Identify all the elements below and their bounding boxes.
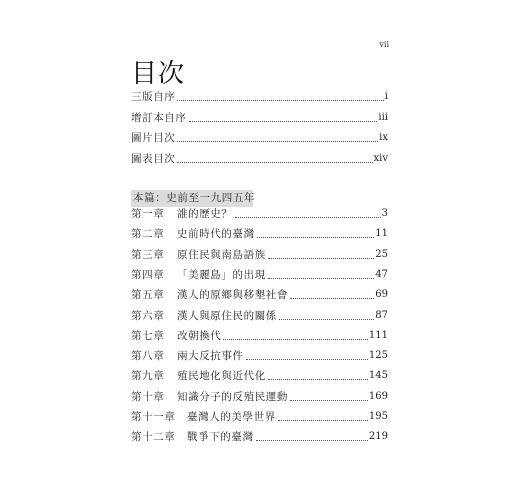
chapter-title: 戰爭下的臺灣 bbox=[187, 431, 254, 444]
chapter-page: 195 bbox=[368, 411, 388, 422]
toc-entry bbox=[131, 109, 388, 125]
dot-leader bbox=[189, 107, 378, 122]
chapter-label bbox=[131, 288, 288, 302]
chapter-page: 11 bbox=[375, 228, 388, 240]
toc-entry-label: 三版自序 bbox=[131, 91, 176, 103]
chapter-label bbox=[131, 329, 221, 343]
page-title: 目次 bbox=[131, 59, 186, 89]
chapter-number: 第八章 bbox=[131, 350, 165, 363]
chapter-title: 漢人的原鄉與移墾社會 bbox=[177, 289, 288, 302]
chapter-page: 3 bbox=[381, 208, 388, 219]
chapter-page: 169 bbox=[368, 390, 388, 402]
chapter-entry bbox=[131, 246, 388, 262]
chapter-number: 第二章 bbox=[131, 228, 165, 241]
chapter-page: 69 bbox=[375, 289, 388, 301]
dot-leader bbox=[223, 325, 368, 340]
chapter-title: 原住民與南島語族 bbox=[177, 248, 266, 261]
chapter-number: 第三章 bbox=[131, 248, 165, 261]
chapter-number: 第一章 bbox=[131, 208, 165, 220]
chapter-page: 25 bbox=[375, 248, 388, 260]
chapter-entry bbox=[131, 266, 388, 282]
chapter-label bbox=[131, 349, 244, 363]
chapter-title: 殖民地化與近代化 bbox=[177, 370, 266, 383]
dot-leader bbox=[246, 345, 368, 360]
toc-entry-page: ix bbox=[379, 132, 388, 143]
chapter-entry bbox=[131, 225, 388, 241]
chapter-label bbox=[131, 410, 276, 424]
chapter-label bbox=[131, 268, 266, 282]
dot-leader bbox=[279, 305, 374, 320]
chapter-entry bbox=[131, 307, 388, 323]
toc-entry bbox=[131, 129, 388, 145]
chapter-label bbox=[131, 207, 233, 221]
chapter-title: 漢人與原住民的關係 bbox=[177, 309, 277, 322]
chapter-title: 臺灣人的美學世界 bbox=[187, 411, 276, 423]
chapter-title: 兩大反抗事件 bbox=[177, 350, 244, 363]
dot-leader bbox=[257, 223, 375, 238]
chapter-entry bbox=[131, 286, 388, 302]
dot-leader bbox=[177, 86, 383, 101]
toc-entry bbox=[131, 150, 388, 166]
toc-entry-page: i bbox=[384, 91, 388, 102]
chapter-title: 誰的歷史？ bbox=[177, 208, 233, 220]
chapter-entry bbox=[131, 408, 388, 424]
chapter-label bbox=[131, 369, 266, 383]
chapter-entry bbox=[131, 388, 388, 404]
chapter-entry bbox=[131, 327, 388, 343]
toc-entry-label: 增訂本自序 bbox=[131, 111, 187, 124]
chapter-label bbox=[131, 390, 288, 404]
dot-leader bbox=[278, 406, 368, 421]
chapter-page: 47 bbox=[375, 268, 388, 280]
chapter-number: 第九章 bbox=[131, 370, 165, 383]
chapter-number: 第十二章 bbox=[131, 431, 176, 444]
toc-entry bbox=[131, 88, 388, 104]
dot-leader bbox=[268, 365, 368, 380]
dot-leader bbox=[290, 284, 374, 299]
page-number: vii bbox=[379, 40, 389, 49]
chapter-title: 改朝換代 bbox=[177, 329, 222, 342]
chapter-number: 第七章 bbox=[131, 329, 165, 342]
chapter-label bbox=[131, 227, 255, 241]
chapter-entry bbox=[131, 367, 388, 383]
dot-leader bbox=[235, 203, 381, 218]
chapter-title: 史前時代的臺灣 bbox=[177, 228, 255, 241]
chapter-number: 第五章 bbox=[131, 289, 165, 302]
chapter-title: 「美麗島」的出現 bbox=[177, 268, 266, 281]
chapter-page: 145 bbox=[368, 370, 388, 382]
toc-entry-page: iii bbox=[378, 111, 388, 123]
dot-leader bbox=[268, 244, 374, 259]
chapter-page: 125 bbox=[368, 350, 388, 362]
chapter-label bbox=[131, 430, 254, 444]
chapter-page: 219 bbox=[368, 431, 388, 443]
dot-leader bbox=[177, 127, 378, 142]
chapter-title: 知識分子的反殖民運動 bbox=[177, 390, 288, 403]
section-header: 本篇：史前至一九四五年 bbox=[131, 190, 253, 207]
chapter-number: 第十章 bbox=[131, 390, 165, 403]
dot-leader bbox=[268, 264, 374, 279]
toc-entry-page: xiv bbox=[373, 152, 388, 164]
chapter-entry bbox=[131, 347, 388, 363]
chapter-number: 第六章 bbox=[131, 309, 165, 322]
chapter-page: 87 bbox=[375, 309, 388, 321]
dot-leader bbox=[256, 426, 368, 441]
chapter-entry bbox=[131, 428, 388, 444]
toc-entry-label: 圖表目次 bbox=[131, 152, 176, 165]
chapter-label bbox=[131, 248, 266, 262]
chapter-label bbox=[131, 309, 277, 323]
toc-entry-label: 圖片目次 bbox=[131, 132, 176, 144]
chapter-page: 111 bbox=[368, 329, 388, 341]
dot-leader bbox=[290, 386, 368, 401]
chapter-number: 第十一章 bbox=[131, 411, 176, 423]
chapter-entry bbox=[131, 205, 388, 221]
chapter-number: 第四章 bbox=[131, 268, 165, 281]
dot-leader bbox=[177, 148, 372, 163]
